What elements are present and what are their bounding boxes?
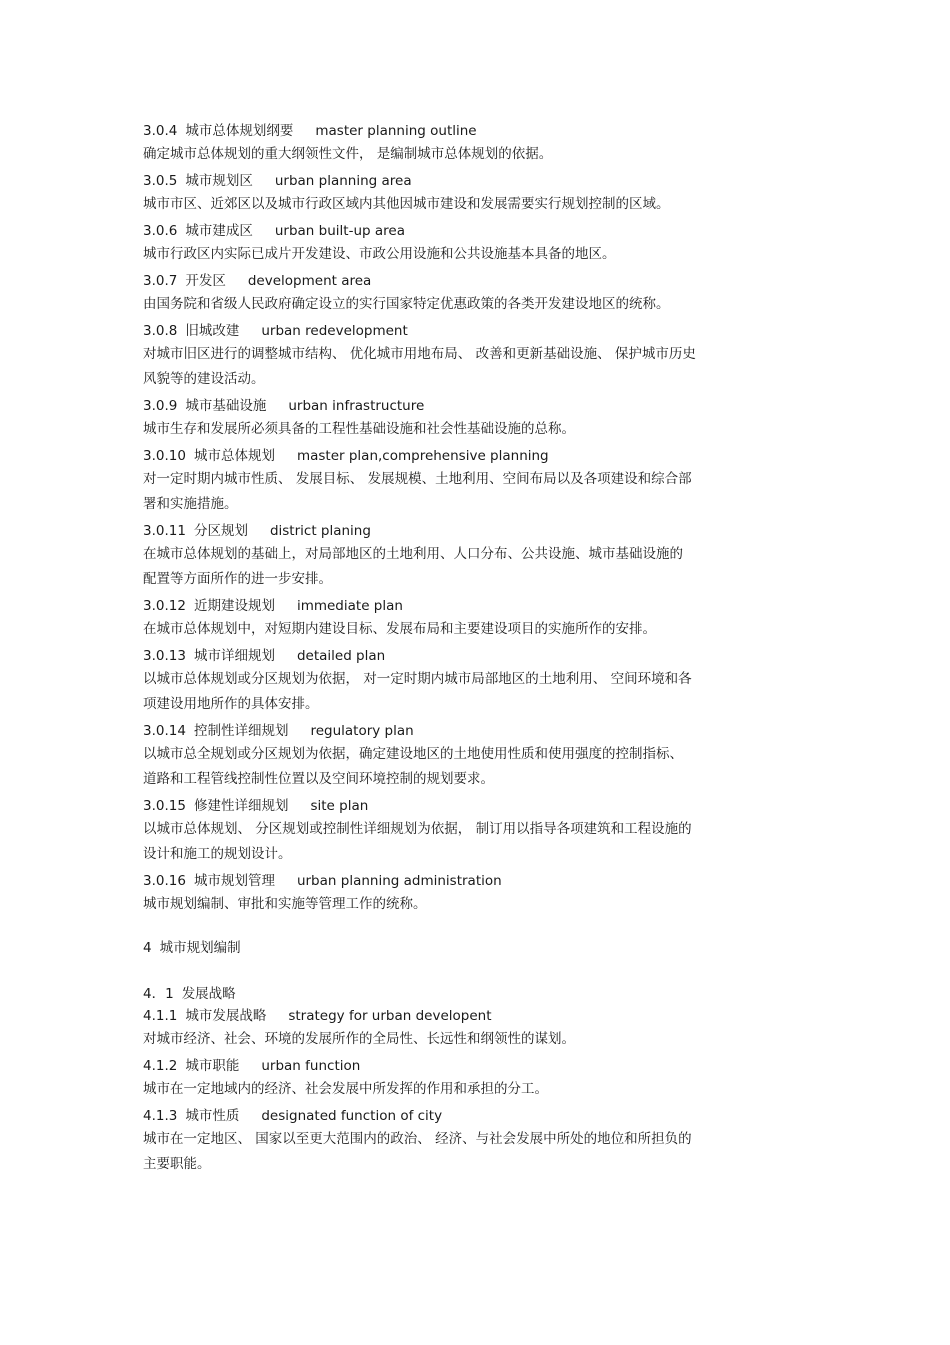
term-definition xyxy=(143,192,823,217)
term-entry xyxy=(143,595,823,642)
term-english: development area xyxy=(247,273,372,289)
term-number: 3.0.14 xyxy=(143,723,186,739)
term-definition xyxy=(143,142,823,167)
term-definition xyxy=(143,242,823,267)
term-number: 3.0.8 xyxy=(143,323,178,339)
definition-line: 对城市旧区进行的调整城市结构、 优化城市用地布局、 改善和更新基础设施、 保护城市历史 xyxy=(143,346,696,362)
definition-line: 城市生存和发展所必须具备的工程性基础设施和社会性基础设施的总称。 xyxy=(143,421,575,437)
term-heading xyxy=(143,870,823,892)
term-chinese: 控制性详细规划 xyxy=(193,723,289,739)
definition-line: 主要职能。 xyxy=(143,1156,211,1172)
definition-line: 在城市总体规划的基础上，对局部地区的土地利用、人口分布、公共设施、城市基础设施的 xyxy=(143,546,683,562)
term-english: urban function xyxy=(261,1058,361,1074)
section-title: 发展战略 xyxy=(181,986,236,1002)
term-definition xyxy=(143,1077,823,1102)
term-entry xyxy=(143,720,823,792)
definition-line: 项建设用地所作的具体安排。 xyxy=(143,696,319,712)
term-english: site plan xyxy=(310,798,369,814)
term-entry xyxy=(143,1055,823,1102)
term-chinese: 城市规划区 xyxy=(185,173,253,189)
term-english: urban redevelopment xyxy=(261,323,408,339)
term-entry xyxy=(143,270,823,317)
definition-line: 城市市区、近郊区以及城市行政区域内其他因城市建设和发展需要实行规划控制的区域。 xyxy=(143,196,670,212)
term-heading xyxy=(143,1055,823,1077)
definition-line: 以城市总体规划或分区规划为依据， 对一定时期内城市局部地区的土地利用、 空间环境和各 xyxy=(143,671,692,687)
term-definition xyxy=(143,467,823,517)
definition-line: 配置等方面所作的进一步安排。 xyxy=(143,571,332,587)
term-definition xyxy=(143,892,823,917)
term-chinese: 城市基础设施 xyxy=(185,398,267,414)
term-entry xyxy=(143,395,823,442)
term-chinese: 城市建成区 xyxy=(185,223,253,239)
term-entry xyxy=(143,220,823,267)
term-number: 3.0.11 xyxy=(143,523,186,539)
term-chinese: 城市总体规划 xyxy=(193,448,275,464)
document-page xyxy=(143,120,823,1180)
definition-line: 对一定时期内城市性质、 发展目标、 发展规模、土地利用、空间布局以及各项建设和综合部 xyxy=(143,471,692,487)
term-heading xyxy=(143,120,823,142)
term-english: immediate plan xyxy=(296,598,403,614)
term-english: strategy for urban developent xyxy=(288,1008,492,1024)
term-english: urban planning administration xyxy=(296,873,502,889)
chapter-title: 城市规划编制 xyxy=(159,940,241,956)
term-english: master plan,comprehensive planning xyxy=(296,448,549,464)
term-list-3-0 xyxy=(143,120,823,917)
term-definition xyxy=(143,667,823,717)
term-chinese: 城市发展战略 xyxy=(185,1008,267,1024)
term-heading xyxy=(143,320,823,342)
term-number: 3.0.9 xyxy=(143,398,178,414)
term-chinese: 修建性详细规划 xyxy=(193,798,289,814)
term-definition xyxy=(143,617,823,642)
term-heading xyxy=(143,220,823,242)
term-number: 3.0.13 xyxy=(143,648,186,664)
term-definition xyxy=(143,292,823,317)
term-chinese: 城市职能 xyxy=(185,1058,240,1074)
term-chinese: 开发区 xyxy=(185,273,226,289)
term-chinese: 城市总体规划纲要 xyxy=(185,123,294,139)
term-number: 3.0.7 xyxy=(143,273,178,289)
term-definition xyxy=(143,1027,823,1052)
definition-line: 对城市经济、社会、环境的发展所作的全局性、长远性和纲领性的谋划。 xyxy=(143,1031,575,1047)
term-english: district planing xyxy=(269,523,371,539)
term-heading xyxy=(143,520,823,542)
term-english: regulatory plan xyxy=(310,723,414,739)
term-english: detailed plan xyxy=(296,648,386,664)
term-heading xyxy=(143,1105,823,1127)
term-chinese: 城市性质 xyxy=(185,1108,240,1124)
definition-line: 城市行政区内实际已成片开发建设、市政公用设施和公共设施基本具备的地区。 xyxy=(143,246,616,262)
section-heading xyxy=(143,983,823,1005)
term-entry xyxy=(143,170,823,217)
term-english: master planning outline xyxy=(315,123,477,139)
term-chinese: 分区规划 xyxy=(193,523,248,539)
term-entry xyxy=(143,870,823,917)
definition-line: 城市在一定地域内的经济、社会发展中所发挥的作用和承担的分工。 xyxy=(143,1081,548,1097)
term-number: 4.1.2 xyxy=(143,1058,178,1074)
chapter-heading xyxy=(143,937,823,959)
term-chinese: 城市规划管理 xyxy=(193,873,275,889)
term-definition xyxy=(143,817,823,867)
term-heading xyxy=(143,170,823,192)
term-entry xyxy=(143,520,823,592)
term-english: urban built-up area xyxy=(274,223,405,239)
term-english: urban planning area xyxy=(274,173,412,189)
term-number: 3.0.4 xyxy=(143,123,178,139)
definition-line: 风貌等的建设活动。 xyxy=(143,371,265,387)
definition-line: 城市规划编制、审批和实施等管理工作的统称。 xyxy=(143,896,427,912)
term-chinese: 城市详细规划 xyxy=(193,648,275,664)
term-entry xyxy=(143,645,823,717)
term-definition xyxy=(143,542,823,592)
term-entry xyxy=(143,795,823,867)
term-entry xyxy=(143,1005,823,1052)
term-number: 3.0.12 xyxy=(143,598,186,614)
term-list-4-1 xyxy=(143,1005,823,1177)
term-english: designated function of city xyxy=(261,1108,443,1124)
term-entry xyxy=(143,445,823,517)
definition-line: 由国务院和省级人民政府确定设立的实行国家特定优惠政策的各类开发建设地区的统称。 xyxy=(143,296,670,312)
definition-line: 在城市总体规划中，对短期内建设目标、发展布局和主要建设项目的实施所作的安排。 xyxy=(143,621,656,637)
term-english: urban infrastructure xyxy=(288,398,425,414)
term-number: 3.0.15 xyxy=(143,798,186,814)
term-definition xyxy=(143,417,823,442)
section-number: 4．1 xyxy=(143,986,174,1002)
term-heading xyxy=(143,645,823,667)
term-definition xyxy=(143,742,823,792)
term-heading xyxy=(143,270,823,292)
term-number: 4.1.3 xyxy=(143,1108,178,1124)
term-heading xyxy=(143,395,823,417)
term-entry xyxy=(143,320,823,392)
definition-line: 以城市总体规划、 分区规划或控制性详细规划为依据， 制订用以指导各项建筑和工程设施的 xyxy=(143,821,692,837)
term-heading xyxy=(143,595,823,617)
term-heading xyxy=(143,720,823,742)
term-entry xyxy=(143,1105,823,1177)
term-chinese: 近期建设规划 xyxy=(193,598,275,614)
definition-line: 道路和工程管线控制性位置以及空间环境控制的规划要求。 xyxy=(143,771,494,787)
term-heading xyxy=(143,795,823,817)
term-number: 3.0.6 xyxy=(143,223,178,239)
term-number: 3.0.10 xyxy=(143,448,186,464)
term-heading xyxy=(143,1005,823,1027)
term-entry xyxy=(143,120,823,167)
term-number: 3.0.5 xyxy=(143,173,178,189)
definition-line: 设计和施工的规划设计。 xyxy=(143,846,292,862)
term-definition xyxy=(143,342,823,392)
term-definition xyxy=(143,1127,823,1177)
term-number: 3.0.16 xyxy=(143,873,186,889)
term-chinese: 旧城改建 xyxy=(185,323,240,339)
definition-line: 确定城市总体规划的重大纲领性文件， 是编制城市总体规划的依据。 xyxy=(143,146,553,162)
definition-line: 城市在一定地区、 国家以至更大范围内的政治、 经济、与社会发展中所处的地位和所担负的 xyxy=(143,1131,692,1147)
definition-line: 以城市总全规划或分区规划为依据，确定建设地区的土地使用性质和使用强度的控制指标、 xyxy=(143,746,683,762)
chapter-number: 4 xyxy=(143,940,152,956)
definition-line: 署和实施措施。 xyxy=(143,496,238,512)
term-number: 4.1.1 xyxy=(143,1008,178,1024)
term-heading xyxy=(143,445,823,467)
